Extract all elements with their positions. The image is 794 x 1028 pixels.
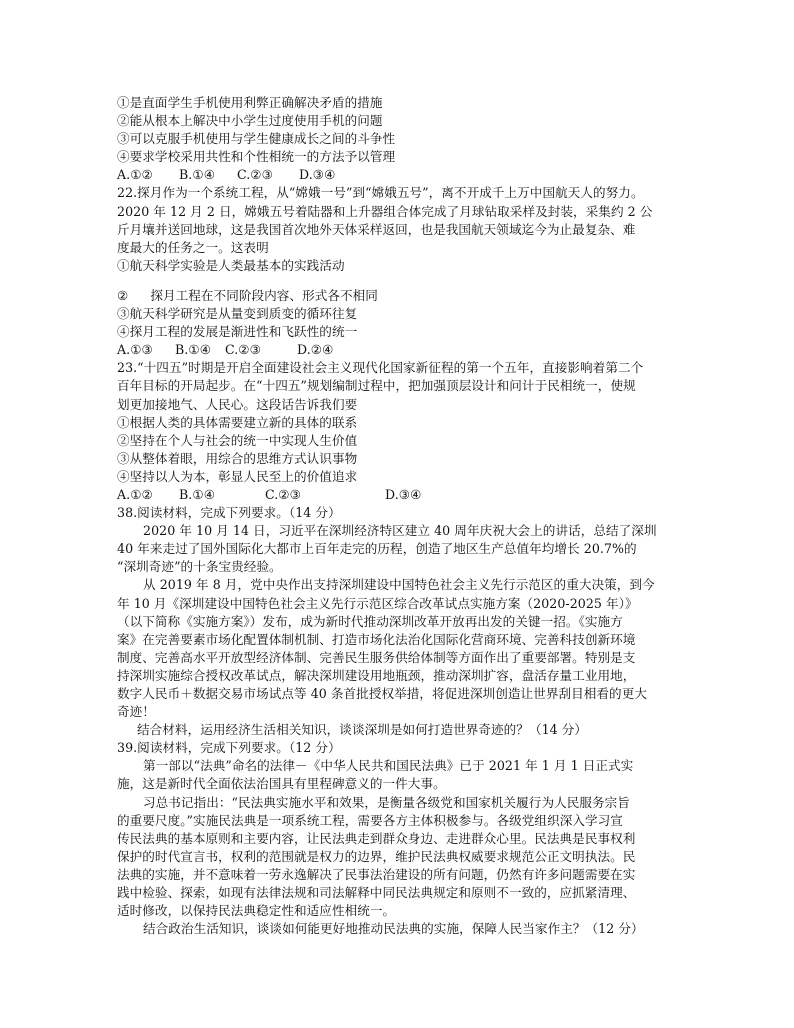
q22-item-2	[117, 287, 683, 305]
q21-item-3: ③可以克服手机使用与学生健康成长之间的斗争性	[117, 131, 396, 147]
q21-options	[117, 166, 683, 184]
q23-options	[117, 486, 683, 504]
q39-para2-line-5: 法典的实施，并不意味着一劳永逸解决了民事法治建设的所有问题，仍然有许多问题需要在实	[117, 866, 636, 882]
q38-para1-line-3: “深圳奇迹”的十条宝贵经验。	[117, 559, 282, 575]
q23-option-a: A.①②	[117, 486, 153, 502]
q39-para2-line-7: 适时修改，以保持民法典稳定性和适应性相统一。	[117, 903, 396, 919]
q39-para2-line-6: 践中检验、探索，如现有法律法规和司法解释中同民法典规定和原则不一致的，应抓紧清理、	[117, 885, 636, 901]
q21-item-4: ④要求学校采用共性和个性相统一的方法予以管理	[117, 149, 396, 165]
q22-stem-line-4: 度最大的任务之一。这表明	[117, 239, 269, 255]
q22-option-d: D.②④	[297, 342, 334, 358]
q38-para2-line-5: 制度、完善高水平开放型经济体制、完善民生服务供给体制等方面作出了重要部署。特别是支	[117, 649, 636, 665]
q22-item-3: ③航天科学研究是从量变到质变的循环往复	[117, 306, 358, 322]
q39-para1-line-1: 第一部以“法典”命名的法律－《中华人民共和国民法典》已于 2021 年 1 月 1 日正式实	[143, 758, 634, 774]
q22-item-2-text: 探月工程在不同阶段内容、形式各不相同	[150, 287, 378, 303]
q21-option-d: D.③④	[299, 167, 336, 183]
q22-stem-line-2: 2020 年 12 月 2 日，嫦娥五号着陆器和上升器组合体完成了月球钻取采样及封装，采集约 2 公	[117, 203, 653, 219]
q22-option-c: C.②③	[225, 342, 261, 358]
q38-heading: 38.阅读材料，完成下列要求。（14 分）	[117, 505, 341, 521]
q22-item-2-number: ②	[117, 287, 129, 303]
q38-para2-line-1: 从 2019 年 8 月，党中央作出支持深圳建设中国特色社会主义先行示范区的重大决策，到今	[143, 577, 655, 593]
q21-option-c: C.②③	[237, 167, 273, 183]
q22-options	[117, 341, 683, 359]
q39-para1-line-2: 施，这是新时代全面依法治国具有里程碑意义的一件大事。	[117, 776, 446, 792]
q39-heading: 39.阅读材料，完成下列要求。（12 分）	[117, 740, 341, 756]
q23-option-b: B.①④	[179, 486, 216, 502]
q22-item-1: ①航天科学实验是人类最基本的实践活动	[117, 257, 345, 273]
q22-option-b: B.①④	[175, 342, 212, 358]
q23-option-c: C.②③	[265, 486, 301, 502]
q23-stem-line-1: 23.“十四五”时期是开启全面建设社会主义现代化国家新征程的第一个五年，直接影响着第二个	[117, 360, 644, 376]
q39-para2-line-2: 的重要尺度。”实施民法典是一项系统工程，需要各方主体积极参与。各级党组织深入学习宣	[117, 812, 623, 828]
q21-option-b: B.①④	[179, 167, 216, 183]
q23-item-3: ③从整体着眼，用综合的思维方式认识事物	[117, 450, 358, 466]
q38-para2-line-7: 数字人民币＋数据交易市场试点等 40 条首批授权举措，将促进深圳创造让世界刮目相看的更大	[117, 686, 647, 701]
q22-item-4: ④探月工程的发展是渐进性和飞跃性的统一	[117, 324, 358, 340]
q23-item-1: ①根据人类的具体需要建立新的具体的联系	[117, 414, 358, 430]
q38-para2-line-6: 持深圳实施综合授权改革试点，解决深圳建设用地瓶颈，推动深圳扩容，盘活存量工业用地，	[117, 667, 636, 683]
spacer	[117, 275, 683, 287]
q38-para1-line-2: 40 年来走过了国外国际化大都市上百年走完的历程，创造了地区生产总值年均增长 20.7%的	[117, 541, 637, 557]
q22-stem-line-1: 22.探月作为一个系统工程，从“嫦娥一号”到“嫦娥五号”，离不开成千上万中国航天人的努力。	[117, 185, 644, 201]
q23-stem-line-3: 划更加接地气、人民心。这段话告诉我们要	[117, 396, 358, 412]
q39-question: 结合政治生活知识，谈谈如何能更好地推动民法典的实施，保障人民当家作主？（12 分）	[143, 921, 644, 937]
q22-stem-line-3: 斤月壤并送回地球，这是我国首次地外天体采样返回，也是我国航天领域迄今为止最复杂、难	[117, 221, 636, 237]
q22-option-a: A.①③	[117, 342, 153, 358]
q39-para2-line-1: 习总书记指出：“民法典实施水平和效果，是衡量各级党和国家机关履行为人民服务宗旨	[143, 794, 630, 810]
q39-para2-line-4: 保护的时代宣言书，权利的范围就是权力的边界，维护民法典权威要求规范公正文明执法。民	[117, 848, 636, 864]
q38-para2-line-3: （以下简称《实施方案》）发布，成为新时代推动深圳改革开放再出发的关键一招。《实施方	[117, 613, 623, 629]
q21-item-1: ①是直面学生手机使用利弊正确解决矛盾的措施	[117, 95, 383, 110]
q23-item-2: ②坚持在个人与社会的统一中实现人生价值	[117, 432, 358, 448]
q23-item-4: ④坚持以人为本，彰显人民至上的价值追求	[117, 468, 358, 484]
q21-option-a: A.①②	[117, 167, 153, 183]
q38-para2-line-8: 奇迹！	[117, 704, 155, 720]
exam-page	[117, 94, 683, 938]
q38-para1-line-1: 2020 年 10 月 14 日，习近平在深圳经济特区建立 40 周年庆祝大会上的讲话，总结了深圳	[143, 523, 657, 539]
q21-item-2: ②能从根本上解决中小学生过度使用手机的问题	[117, 113, 383, 129]
q38-para2-line-4: 案》在完善要素市场化配置体制机制、打造市场化法治化国际化营商环境、完善科技创新环境	[117, 631, 636, 647]
q23-stem-line-2: 百年目标的开局起步。在“十四五”规划编制过程中，把加强顶层设计和问计于民相统一，使规	[117, 378, 636, 394]
q23-option-d: D.③④	[385, 486, 422, 502]
q38-para2-line-2: 年 10 月《深圳建设中国特色社会主义先行示范区综合改革试点实施方案（2020-2025 年）》	[117, 595, 638, 611]
q39-para2-line-3: 传民法典的基本原则和主要内容，让民法典走到群众身边、走进群众心里。民法典是民事权利	[117, 830, 636, 846]
q38-question: 结合材料，运用经济生活相关知识，谈谈深圳是如何打造世界奇迹的？（14 分）	[137, 722, 588, 738]
